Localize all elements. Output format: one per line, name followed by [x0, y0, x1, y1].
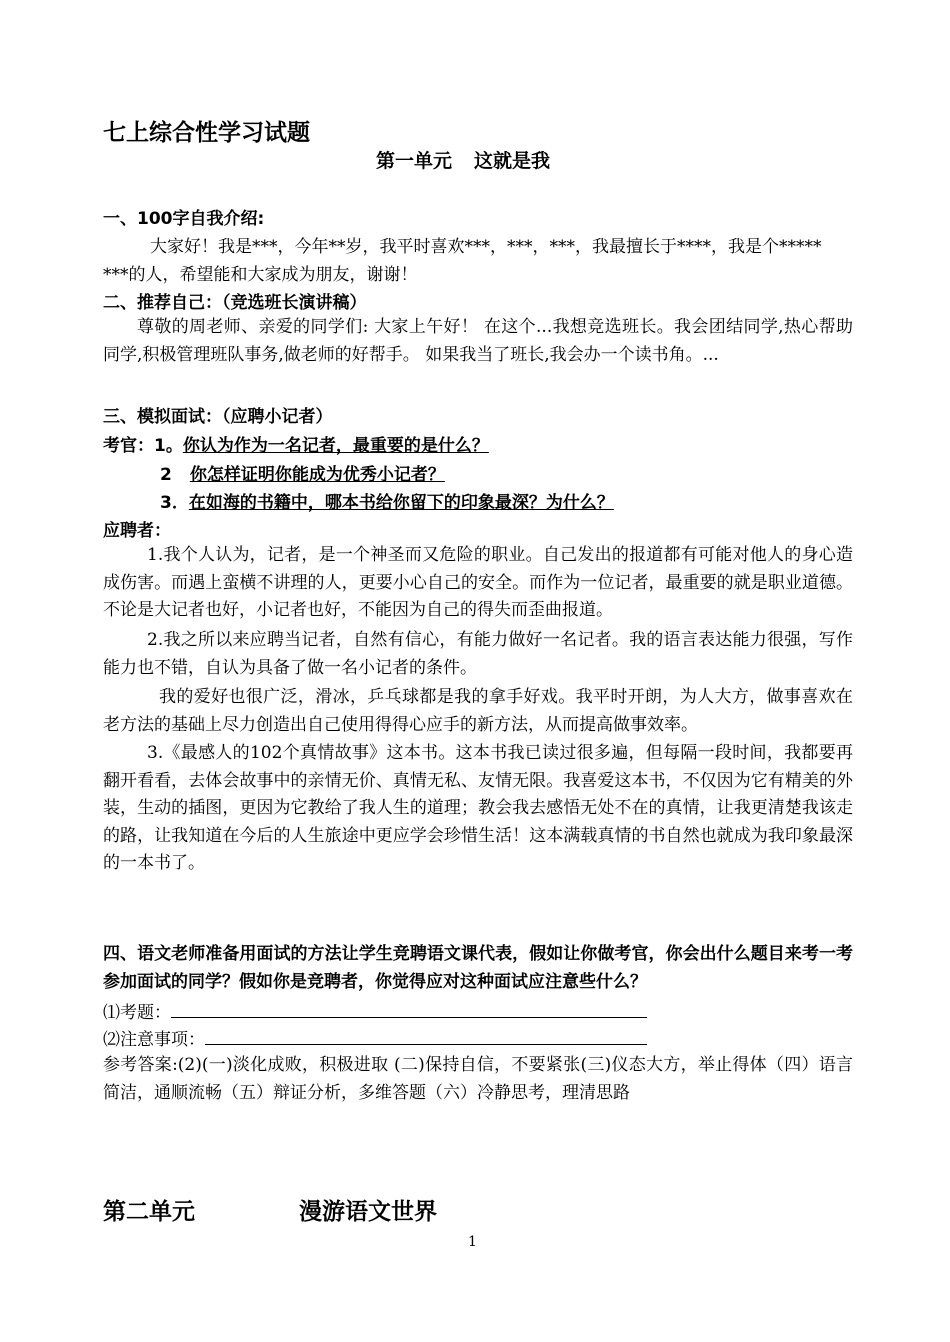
unit1-name: 这就是我	[474, 150, 551, 172]
item2-label: ⑵注意事项：	[103, 1030, 205, 1050]
section2-text: 尊敬的周老师、亲爱的同学们: 大家上午好！ 在这个...我想竞选班长。我会团结同学,热心帮助同学,积极管理班队事务,做老师的好帮手。 如果我当了班长,我会办一个读书角。...	[103, 317, 853, 365]
document-title: 七上综合性学习试题	[103, 120, 310, 146]
answer-2b: 我的爱好也很广泛，滑冰，乒乓球都是我的拿手好戏。我平时开朗，为人大方，做事喜欢在老方法的基础上尽力创造出自己使用得得心应手的新方法，从而提高做事效率。	[103, 687, 853, 735]
question-2-text: 你怎样证明你能成为优秀小记者？	[189, 465, 445, 485]
section1-line2: ***的人，希望能和大家成为朋友，谢谢！	[103, 265, 418, 285]
answer-2: 2.我之所以来应聘当记者，自然有信心，有能力做好一名记者。我的语言表达能力很强，写作能力也不错，自认为具备了做一名小记者的条件。	[103, 630, 853, 678]
question-2-number: 2	[160, 465, 172, 485]
page-number: 1	[468, 1234, 477, 1250]
applicant-label: 应聘者：	[103, 521, 171, 541]
unit2-heading	[103, 1193, 437, 1226]
question-3-text: 在如海的书籍中，哪本书给你留下的印象最深？为什么？	[188, 493, 614, 513]
item1-blank-line[interactable]	[171, 1001, 647, 1018]
question-2	[160, 460, 445, 485]
item1-label: ⑴考题：	[103, 1003, 171, 1023]
section1-heading: 一、100字自我介绍:	[103, 209, 265, 229]
question-1-number: 1。	[154, 436, 183, 456]
unit1-heading	[376, 146, 550, 173]
answer-3: 3.《最感人的102个真情故事》这本书。这本书我已读过很多遍，但每隔一段时间，我都要再翻开看看，去体会故事中的亲情无价、真情无私、友情无限。我喜爱这本书，不仅因为它有精美的外装，生动的插图，更因为它教给了我人生的道理；教会我去感悟无处不在的真情，让我更清楚我该走的路，让我知道在今后的人生旅途中更应学会珍惜生活！这本满载真情的书自然也就成为我印象最深的一本书了。	[103, 743, 853, 873]
unit2-name: 漫游语文世界	[299, 1199, 437, 1225]
reference-answer: 参考答案:(2)(一)淡化成败，积极进取 (二)保持自信，不要紧张(三)仪态大方，举止得体（四）语言简洁，通顺流畅（五）辩证分析，多维答题（六）冷静思考，理清思路	[103, 1055, 853, 1103]
question-1-text: 你认为作为一名记者，最重要的是什么？	[182, 436, 489, 456]
section1-line1: 大家好！我是***，今年**岁，我平时喜欢***，***，***，我最擅长于****，我是个*****	[150, 237, 822, 257]
question-1	[103, 431, 489, 456]
unit2-label: 第二单元	[103, 1199, 195, 1225]
unit1-label: 第一单元	[376, 150, 453, 172]
item2-blank-line[interactable]	[205, 1028, 647, 1045]
answer-1: 1.我个人认为，记者，是一个神圣而又危险的职业。自己发出的报道都有可能对他人的身心造成伤害。而遇上蛮横不讲理的人，更要小心自己的安全。而作为一位记者，最重要的就是职业道德。不论是大记者也好，小记者也好，不能因为自己的得失而歪曲报道。	[103, 545, 853, 620]
section4-heading: 四、语文老师准备用面试的方法让学生竞聘语文课代表，假如让你做考官，你会出什么题目来考一考参加面试的同学？假如你是竞聘者，你觉得应对这种面试应注意些什么？	[103, 944, 853, 992]
section3-heading: 三、模拟面试：（应聘小记者）	[103, 407, 333, 427]
section2-heading: 二、推荐自己：（竞选班长演讲稿）	[103, 293, 367, 313]
examiner-label: 考官：	[103, 436, 154, 456]
question-3-number: 3．	[160, 493, 189, 513]
section4-item1	[103, 998, 647, 1023]
question-3	[160, 488, 614, 513]
section4-item2	[103, 1025, 647, 1050]
